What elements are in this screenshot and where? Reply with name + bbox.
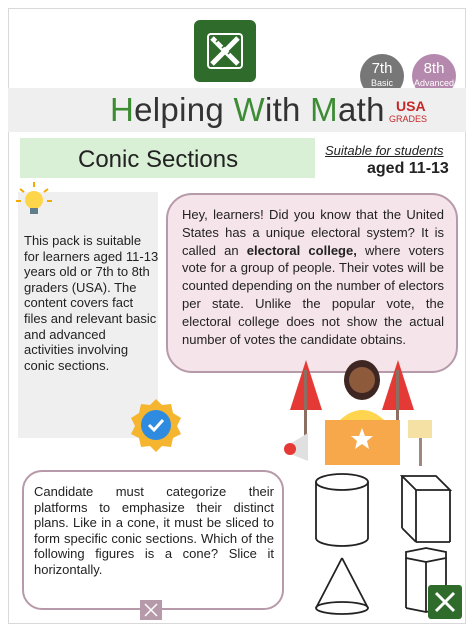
site-title: Helping With Math: [110, 91, 385, 128]
age-range: aged 11-13: [367, 160, 449, 177]
grade-level: Advanced: [413, 78, 455, 88]
topic-title: Conic Sections: [78, 146, 239, 173]
lightbulb-icon: [14, 180, 54, 220]
pencil-ruler-logo-icon: [194, 20, 256, 82]
pencil-ruler-small-icon: [428, 585, 462, 619]
grade-number: 8th: [423, 60, 445, 77]
speech-text: Hey, learners! Did you know that the United States has a unique electoral system? It is called an electoral college, where voters vote for a group of people. Their votes will be counted depending on the number of electors per state. Unlike the popular vote, the electoral college does not show the actual number of votes the candidate obtains.: [182, 207, 444, 347]
grade-level: Basic: [370, 78, 393, 88]
grade-number: 7th: [371, 60, 393, 77]
triangular-prism-shape[interactable]: [402, 476, 450, 542]
cylinder-shape[interactable]: [316, 474, 368, 546]
page-mark: [140, 600, 162, 620]
question-text: Candidate must categorize their platforms to emphasize their distinct plans. Like in a cone, it must be sliced to form specific conic sections. Which of the following figures is a cone? Slice it horizontally.: [34, 484, 274, 577]
checkmark-badge-icon: [128, 397, 184, 453]
candidate-illustration: [280, 350, 440, 470]
intro-text: This pack is suitable for learners aged 11-13 years old or 7th to 8th graders (USA). The content covers fact files and relevant basic and advanced activities involving conic sections.: [24, 233, 159, 373]
cone-shape[interactable]: [316, 558, 368, 614]
country-label: USA: [396, 98, 426, 114]
suitable-label: Suitable for students: [325, 143, 444, 158]
country-grades-label: GRADES: [389, 114, 428, 124]
